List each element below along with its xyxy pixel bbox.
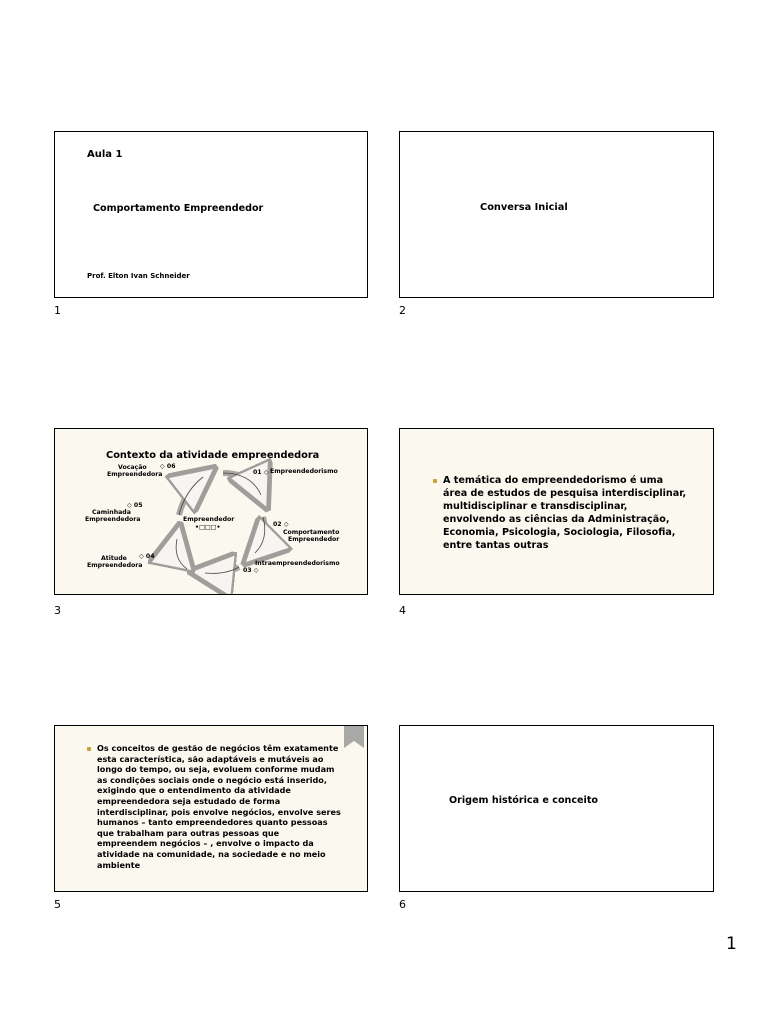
diagram-item-06-label-2: Empreendedora (107, 471, 163, 478)
diagram-item-05-label-1: Caminhada (92, 509, 131, 516)
slide-2 (399, 131, 714, 298)
diagram-item-05-label-2: Empreendedora (85, 516, 141, 523)
page-number: 1 (726, 934, 737, 954)
slide-5 (54, 725, 368, 892)
diagram-item-06-label-1: Vocação (118, 464, 147, 471)
slide-4-number: 4 (399, 604, 406, 617)
slide-4-bullet-text: A temática do empreendedorismo é uma área de estudos de pesquisa interdisciplinar, multidisciplinar e transdisciplinar, envolvendo as ciências da Administração, Economia, Psicologia, Sociologia, Filosofia, entre tantas outras (443, 475, 687, 551)
slide-1 (54, 131, 368, 298)
slide-6 (399, 725, 714, 892)
slide-1-subtitle: Comportamento Empreendedor (93, 203, 264, 214)
diagram-item-04-number: ◇ 04 (139, 553, 155, 560)
bullet-icon (433, 479, 437, 483)
bullet-icon (87, 747, 91, 751)
slide-6-number: 6 (399, 898, 406, 911)
diagram-item-02-number: 02 ◇ (273, 521, 289, 528)
slide-3-title: Contexto da atividade empreendedora (106, 450, 320, 461)
slide-5-bullet-text: Os conceitos de gestão de negócios têm exatamente esta característica, são adaptáveis e mutáveis ao longo do tempo, ou seja, evoluem conforme mudam as condições sociais onde o negócio está inserido, exigindo que o entendimento da atividade empreendedora seja estudado de forma interdisciplinar, pois envolve negócios, envolve seres humanos – tanto empreendedores quanto pessoas que trabalham para outras pessoas que empreendem negócios – , envolve o impacto da atividade na comunidade, na sociedade e no meio ambiente (97, 743, 341, 870)
slide-1-number: 1 (54, 304, 61, 317)
slide-1-title: Aula 1 (87, 149, 123, 160)
slide-1-author: Prof. Elton Ivan Schneider (87, 272, 190, 280)
diagram-item-02-label-1: Comportamento (283, 529, 340, 536)
slide-3 (54, 428, 368, 595)
diagram-item-01-label: Empreendedorismo (270, 468, 338, 475)
slide-2-number: 2 (399, 304, 406, 317)
diagram-item-02-label-2: Empreendedor (288, 536, 340, 543)
cycle-arrow-5 (179, 477, 203, 515)
slide-6-title: Origem histórica e conceito (449, 795, 599, 806)
diagram-item-03-number: 03 ◇ (243, 567, 259, 574)
diagram-center-label: Empreendedor (183, 516, 235, 523)
ribbon-bookmark-icon (344, 726, 364, 748)
diagram-item-03-label: Intraempreendedorismo (255, 560, 340, 567)
diagram-item-04-label-2: Empreendedora (87, 562, 143, 569)
slide-2-title: Conversa Inicial (480, 202, 568, 213)
diagram-center-glyphs: •□□□• (195, 524, 221, 531)
diagram-item-06-number: ◇ 06 (160, 463, 176, 470)
slide-3-number: 3 (54, 604, 61, 617)
diagram-item-04-label-1: Atitude (101, 555, 127, 562)
slide-5-number: 5 (54, 898, 61, 911)
diagram-item-01-number: 01 ◇ (253, 469, 269, 476)
diagram-item-05-number: ◇ 05 (127, 502, 143, 509)
slide-4 (399, 428, 714, 595)
